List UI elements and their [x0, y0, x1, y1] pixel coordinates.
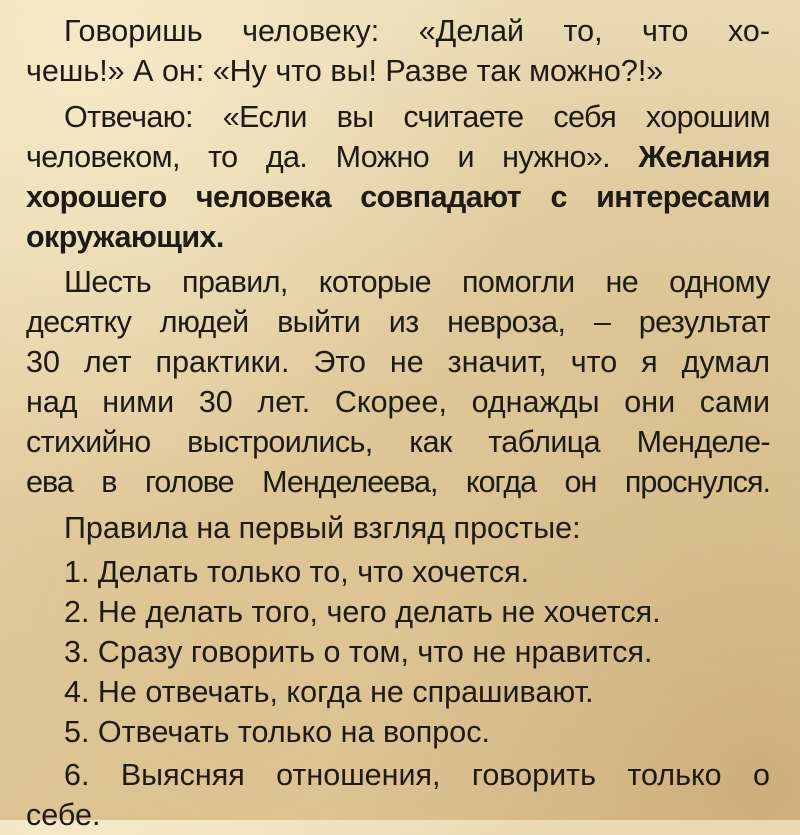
paragraph-1-line-2: чешь!» А он: «Ну что вы! Разве так можно?!»	[26, 54, 664, 88]
rule-item: 3. Сразу говорить о том, что не нравится.	[64, 635, 653, 669]
bold-phrase-line-3: окружающих.	[26, 220, 224, 254]
paragraph-2-line-1: Отвечаю: «Если вы считаете себя хорошим	[64, 100, 770, 134]
rules-intro: Правила на первый взгляд простые:	[64, 511, 581, 545]
rule-item: 1. Делать только то, что хочется.	[64, 555, 530, 589]
paragraph-3-line-1: Шесть правил, которые помогли не одному	[64, 265, 770, 299]
bold-phrase-start: Желания	[638, 140, 770, 174]
bold-phrase-line-2: хорошего человека совпадают с интересами	[26, 180, 770, 214]
paragraph-3-line-6: ева в голове Менделеева, когда он проснулся.	[26, 465, 770, 499]
paragraph-1-line-1: Говоришь человеку: «Делай то, что хо-	[64, 14, 770, 48]
paragraph-3-line-2: десятку людей выйти из невроза, – результат	[26, 305, 770, 339]
rule-6-continuation: себе.	[26, 798, 101, 832]
rule-item: 2. Не делать того, чего делать не хочется.	[64, 595, 661, 629]
paragraph-2-line-2	[26, 137, 770, 177]
rule-item: 5. Отвечать только на вопрос.	[64, 715, 490, 749]
paragraph-3-line-4: над ними 30 лет. Скорее, однажды они сами	[26, 385, 770, 419]
rule-item: 4. Не отвечать, когда не спрашивают.	[64, 675, 594, 709]
paragraph-3-line-3: 30 лет практики. Это не значит, что я думал	[26, 345, 770, 379]
rule-item: 6. Выясняя отношения, говорить только о	[64, 758, 770, 792]
paragraph-3-line-5: стихийно выстроились, как таблица Менделе-	[26, 425, 770, 459]
paragraph-2-line-2-regular: человеком, то да. Можно и нужно».	[26, 140, 639, 174]
